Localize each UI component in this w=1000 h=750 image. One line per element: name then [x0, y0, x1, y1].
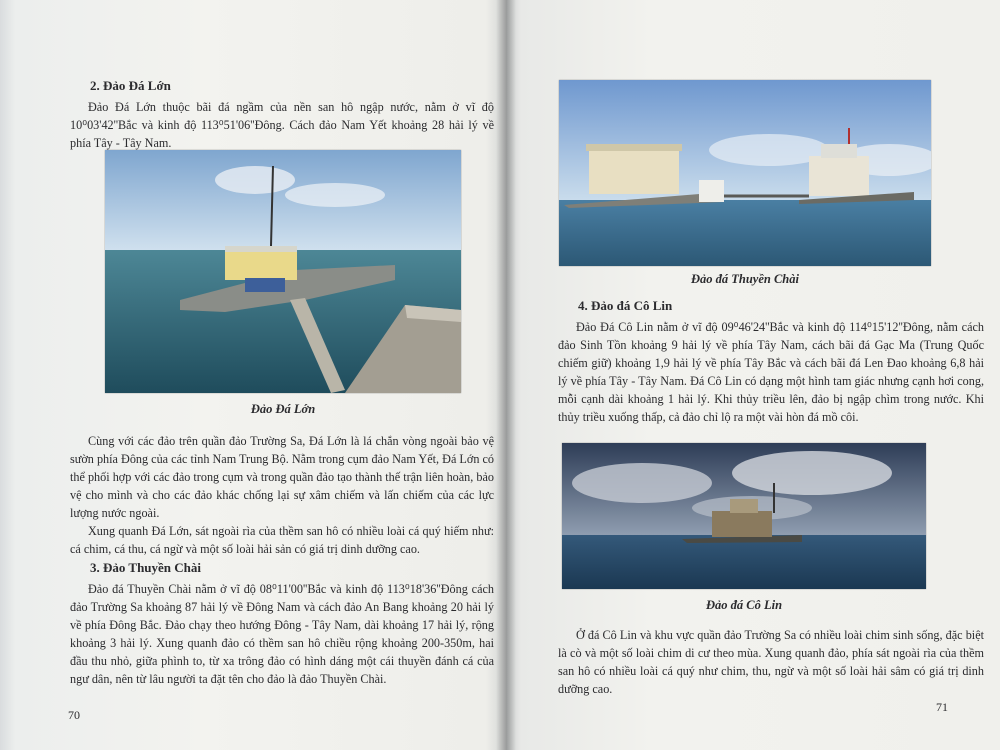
- para-da-lon-location: Đảo Đá Lớn thuộc bãi đá ngầm của nền san hô ngập nước, nằm ở vĩ độ 10⁰03'42''Bắc và kinh độ 113⁰51'06''Đông. Cách đảo Nam Yết khoảng 28 hải lý về phía Tây - Tây Nam.: [70, 100, 494, 150]
- photo-thuyen-chai: [559, 80, 931, 266]
- photo-co-lin: [562, 443, 926, 589]
- photo-da-lon: [105, 150, 461, 393]
- thuyen-chai-image: [559, 80, 931, 266]
- caption-co-lin: Đảo đá Cô Lin: [705, 598, 783, 612]
- caption-da-lon: Đảo Đá Lớn: [250, 402, 316, 416]
- da-lon-image: [105, 150, 461, 393]
- heading-thuyen-chai: 3. Đảo Thuyền Chài: [90, 560, 202, 575]
- heading-da-lon: 2. Đảo Đá Lớn: [90, 78, 171, 93]
- book-gutter: [496, 0, 516, 750]
- right-page: [506, 0, 1000, 750]
- para-co-lin-birds: Ở đá Cô Lin và khu vực quần đảo Trường Sa có nhiều loài chim sinh sống, đặc biệt là cò và một số loài chim di cư theo mùa. Xung quanh đảo, phía sát ngoài rìa của thềm san hô có nhiều loài cá quý như chim, thu, ngừ và một số loài hải sâm có giá trị dinh dưỡng cao.: [558, 628, 984, 696]
- para-thuyen-chai: Đảo đá Thuyền Chài nằm ở vĩ độ 08⁰11'00''Bắc và kinh độ 113⁰18'36''Đông cách đảo Trường Sa khoảng 87 hải lý về Đông Nam và cách đảo An Bang khoảng 20 hải lý về phía Đông Bắc. Đảo chạy theo hướng Đông - Tây Nam, dài khoảng 17 hải lý, rộng khoảng 3 hải lý. Xung quanh đảo có thềm san hô chiều rộng khoảng 200-350m, hai đầu thu nhỏ, giữa phình to, từ xa trông đảo có hình dáng một cái thuyền đánh cá của ngư dân, nên từ lâu người ta đặt tên cho đảo là đảo Thuyền Chài.: [70, 582, 494, 686]
- caption-thuyen-chai: Đảo đá Thuyền Chài: [690, 272, 799, 286]
- heading-co-lin: 4. Đảo đá Cô Lin: [578, 298, 673, 313]
- page-number-right: 71: [936, 700, 948, 714]
- page-number-left: 70: [68, 708, 80, 722]
- co-lin-image: [562, 443, 926, 589]
- para-da-lon-fish: Xung quanh Đá Lớn, sát ngoài rìa của thềm san hô có nhiều loài cá quý hiếm như: cá chim, cá thu, cá ngừ và một số loài hải sản có giá trị dinh dưỡng cao.: [70, 524, 494, 556]
- para-co-lin-location: Đảo Đá Cô Lin nằm ở vĩ độ 09⁰46'24''Bắc và kinh độ 114⁰15'12''Đông, nằm cách đảo Sinh Tồn khoảng 9 hải lý về phía Tây Nam, cách bãi đá Gạc Ma (Trung Quốc chiếm giữ) khoảng 1,9 hải lý về phía Tây Bắc và cách bãi đá Len Đao khoảng 6,8 hải lý về phía Tây - Tây Nam. Đá Cô Lin có dạng một hình tam giác nhưng cạnh hơi cong, mỗi cạnh dài khoảng 1 hải lý. Khi thủy triều lên, đảo bị ngập chìm trong nước. Khi thủy triều xuống thấp, cả đảo chỉ lộ ra một vài hòn đá mồ côi.: [558, 320, 984, 424]
- para-da-lon-role: Cùng với các đảo trên quần đảo Trường Sa, Đá Lớn là lá chắn vòng ngoài bảo vệ sườn phía Đông của các tỉnh Nam Trung Bộ. Nằm trong cụm đảo Nam Yết, Đá Lớn có thể phối hợp với các đảo trong cụm và trong quần đảo tạo thành thế trận liên hoàn, bảo vệ cho mình và cho các đảo khác chống lại sự xâm chiếm và lấn chiếm của các lực lượng nước ngoài.: [70, 434, 494, 520]
